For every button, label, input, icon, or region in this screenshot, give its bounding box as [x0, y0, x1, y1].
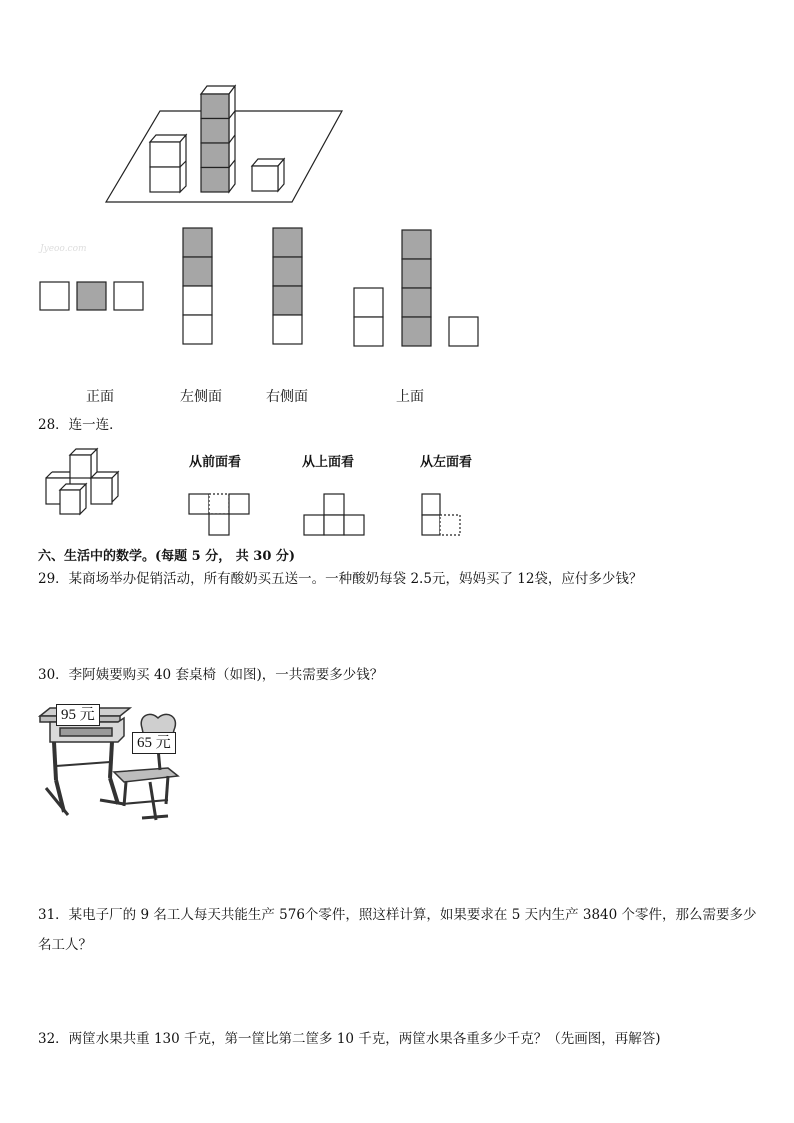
q28-view-top [303, 492, 369, 538]
question-28: 28．连一连． [38, 417, 123, 433]
view-left-column [183, 228, 212, 344]
left-stack [150, 135, 186, 192]
label-from-left: 从左面看 [420, 455, 473, 470]
middle-stack [201, 86, 235, 192]
label-from-front: 从前面看 [189, 455, 242, 470]
question-29: 29．某商场举办促销活动，所有酸奶买五送一。一种酸奶每袋 2.5元，妈妈买了 12袋，应付多少钱？ [38, 571, 643, 587]
label-right-side: 右侧面 [266, 389, 308, 405]
cube-arrangement-figure [100, 80, 350, 210]
q28-view-front [188, 492, 254, 538]
desk-price-tag: 95 元 [56, 704, 100, 726]
label-from-top: 从上面看 [302, 455, 355, 470]
view-right-column [273, 228, 302, 344]
q28-solid-figure [40, 446, 130, 520]
views-figure [36, 226, 486, 350]
chair-price-tag: 65 元 [132, 732, 176, 754]
label-top: 上面 [396, 389, 424, 405]
view-top-composite [354, 230, 478, 346]
section-6-title: 六、生活中的数学。(每题 5 分， 共 30 分) [38, 549, 296, 564]
view-front-squares [40, 282, 143, 310]
label-front: 正面 [86, 389, 114, 405]
q28-view-left [420, 492, 466, 538]
question-32: 32．两筐水果共重 130 千克，第一筐比第二筐多 10 千克，两筐水果各重多少千克？（先画图，再解答) [38, 1031, 661, 1047]
watermark: Jyeoo.com [40, 244, 87, 254]
right-cube [252, 159, 284, 191]
question-31-line-1: 31．某电子厂的 9 名工人每天共能生产 576个零件，照这样计算，如果要求在 5 天内生产 3840 个零件，那么需要多少 [38, 907, 757, 923]
label-left-side: 左侧面 [180, 389, 222, 405]
question-31-line-2: 名工人？ [38, 937, 92, 953]
question-30: 30．李阿姨要购买 40 套桌椅（如图)，一共需要多少钱？ [38, 667, 384, 683]
